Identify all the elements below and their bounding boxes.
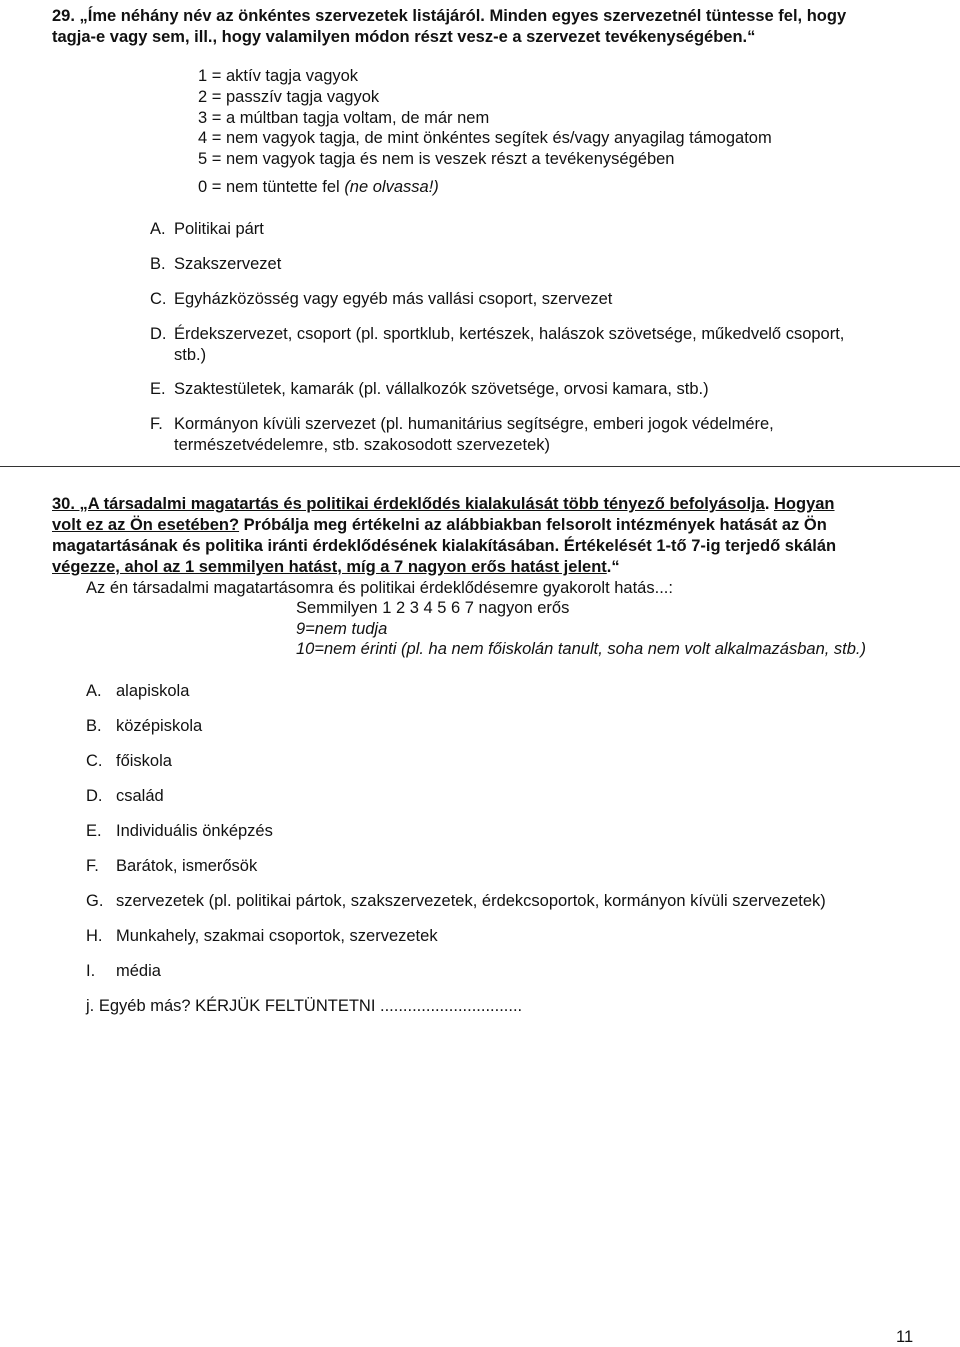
- item-text: Érdekszervezet, csoport (pl. sportklub, kertészek, halászok szövetsége, műkedvelő csoport,: [174, 325, 845, 343]
- item-text: Szaktestületek, kamarák (pl. vállalkozók szövetsége, orvosi kamara, stb.): [174, 380, 709, 398]
- item-text: Szakszervezet: [174, 255, 282, 273]
- q30-item-c: [86, 751, 172, 771]
- q30-subtitle: Az én társadalmi magatartásomra és politikai érdeklődésemre gyakorolt hatás...:: [86, 579, 673, 597]
- q30-line1-a: 30. „A társadalmi magatartás és politikai érdeklődés kialakulását több tényező befolyásolja: [52, 495, 765, 513]
- item-text: Munkahely, szakmai csoportok, szervezetek: [116, 927, 438, 945]
- q30-line2-b: Próbálja meg értékelni az alábbiakban felsorolt intézmények hatását az Ön: [239, 516, 827, 534]
- q30-line1-c: Hogyan: [774, 495, 835, 513]
- q29-title-line1: 29. „Íme néhány név az önkéntes szervezetek listájáról. Minden egyes szervezetnél tüntesse fel, hogy: [52, 7, 847, 25]
- q30-scale-line: Semmilyen 1 2 3 4 5 6 7 nagyon erős: [296, 599, 570, 617]
- item-text: Barátok, ismerősök: [116, 857, 258, 875]
- q30-line4-a: végezze, ahol az 1 semmilyen hatást, míg a 7 nagyon erős hatást jelent: [52, 558, 607, 576]
- q29-title-line2: tagja-e vagy sem, ill., hogy valamilyen módon részt vesz-e a szervezet tevékenységében.“: [52, 28, 756, 46]
- item-text: középiskola: [116, 717, 203, 735]
- q30-item-g: [86, 891, 826, 911]
- item-letter: D.: [86, 787, 103, 805]
- item-letter: H.: [86, 927, 103, 945]
- q29-scale-2: 2 = passzív tagja vagyok: [198, 88, 380, 106]
- item-text: főiskola: [116, 752, 172, 770]
- q29-item-d-cont: stb.): [174, 346, 207, 364]
- q29-scale-4: 4 = nem vagyok tagja, de mint önkéntes segítek és/vagy anyagilag támogatom: [198, 129, 772, 147]
- section-divider: [0, 466, 960, 467]
- item-text: média: [116, 962, 161, 980]
- item-letter: B.: [86, 717, 102, 735]
- q30-line2-a: volt ez az Ön esetében?: [52, 516, 240, 534]
- item-text: alapiskola: [116, 682, 190, 700]
- q29-item-f-cont: természetvédelemre, stb. szakosodott szervezetek): [174, 436, 550, 454]
- q29-scale-5: 5 = nem vagyok tagja és nem is veszek részt a tevékenységében: [198, 150, 675, 168]
- q30-line1: [52, 494, 835, 514]
- item-letter: C.: [150, 290, 167, 308]
- item-letter: I.: [86, 962, 96, 980]
- item-text: Kormányon kívüli szervezet (pl. humanitárius segítségre, emberi jogok védelmére,: [174, 415, 774, 433]
- q30-item-f: [86, 856, 257, 876]
- item-text: Individuális önképzés: [116, 822, 273, 840]
- q29-scale-3: 3 = a múltban tagja voltam, de már nem: [198, 109, 490, 127]
- q30-line2: [52, 515, 827, 535]
- q29-item-b: [150, 254, 281, 274]
- q29-item-a: [150, 219, 264, 239]
- q30-line1-b: .: [764, 495, 774, 513]
- q30-item-j: j. Egyéb más? KÉRJÜK FELTÜNTETNI ...............................: [86, 997, 523, 1015]
- q30-line4-b: .“: [606, 558, 620, 576]
- q30-nine: 9=nem tudja: [296, 620, 388, 638]
- item-text: család: [116, 787, 164, 805]
- item-letter: E.: [86, 822, 102, 840]
- q29-item-f: [150, 414, 774, 434]
- q30-item-b: [86, 716, 202, 736]
- item-text: Politikai párt: [174, 220, 264, 238]
- item-letter: F.: [86, 857, 99, 875]
- q30-ten: 10=nem érinti (pl. ha nem főiskolán tanult, soha nem volt alkalmazásban, stb.): [296, 640, 867, 658]
- q29-scale-0-note: (ne olvassa!): [344, 178, 439, 196]
- item-letter: E.: [150, 380, 166, 398]
- item-letter: B.: [150, 255, 166, 273]
- page-number: 11: [896, 1328, 914, 1346]
- q30-item-i: [86, 961, 161, 981]
- item-letter: A.: [86, 682, 102, 700]
- q30-line4: [52, 557, 620, 577]
- q29-scale-0-text: 0 = nem tüntette fel: [198, 178, 345, 196]
- item-letter: D.: [150, 325, 167, 343]
- item-text: Egyházközösség vagy egyéb más vallási csoport, szervezet: [174, 290, 613, 308]
- item-letter: A.: [150, 220, 166, 238]
- q30-item-a: [86, 681, 189, 701]
- q29-item-e: [150, 379, 709, 399]
- q30-item-e: [86, 821, 273, 841]
- item-letter: C.: [86, 752, 103, 770]
- q30-line3: magatartásának és politika iránti érdeklődésének kialakításában. Értékelését 1-tő 7-ig terjedő skálán: [52, 537, 837, 555]
- q30-item-d: [86, 786, 164, 806]
- item-letter: F.: [150, 415, 163, 433]
- q29-item-c: [150, 289, 612, 309]
- q29-scale-0: [198, 177, 439, 197]
- q29-scale-1: 1 = aktív tagja vagyok: [198, 67, 359, 85]
- item-text: szervezetek (pl. politikai pártok, szakszervezetek, érdekcsoportok, kormányon kívüli szervezetek): [116, 892, 826, 910]
- q29-item-d: [150, 324, 844, 344]
- item-letter: G.: [86, 892, 104, 910]
- q30-item-h: [86, 926, 438, 946]
